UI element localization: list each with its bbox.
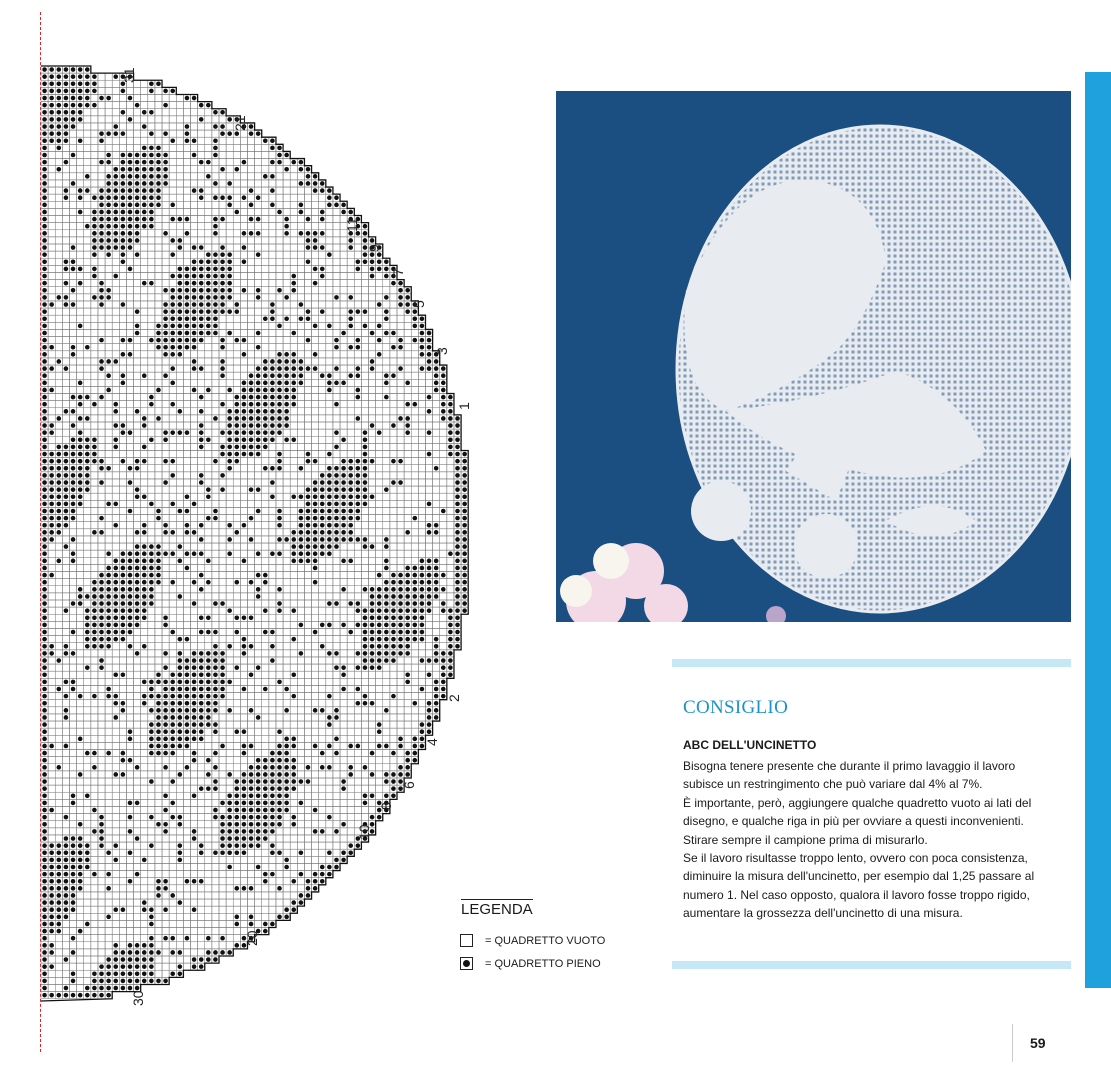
- tip-body: Bisogna tenere presente che durante il primo lavaggio il lavoro subisce un restringimento che può variare dal 4% al 7%. È importante, però, aggiungere qualche quadretto vuoto ai lati del disegno, e qualche riga in più per ovviare a questi inconvenienti. Stirare sempre il campione prima di misurarlo. Se il lavoro risultasse troppo lento, ovvero con poca consistenza, diminuire la misura dell'uncinetto, per esempio dal 1,25 passare al numero 1. Nel caso opposto, qualora il lavoro fosse troppo rigido, aumentare la grossezza dell'uncinetto di una misura.: [683, 759, 1035, 921]
- tip-title: CONSIGLIO: [683, 697, 789, 718]
- row-label-1: 1: [456, 402, 472, 410]
- tip-subtitle: ABC DELL'UNCINETTO: [683, 738, 817, 752]
- row-label-6: 6: [401, 781, 417, 789]
- legend-empty: [460, 934, 605, 947]
- row-label-20: 20: [244, 930, 260, 946]
- filet-crochet-chart: [0, 0, 480, 1085]
- row-label-31: 31: [121, 67, 137, 83]
- accent-sidebar: [1085, 72, 1111, 988]
- page-number-divider: [1012, 1024, 1013, 1062]
- row-label-3: 3: [434, 347, 450, 355]
- page-number: 59: [1030, 1035, 1046, 1051]
- doily-photo: [556, 91, 1071, 622]
- legend-full-label: = QUADRETTO PIENO: [485, 957, 601, 970]
- row-label-5: 5: [411, 300, 427, 308]
- empty-square-icon: [460, 934, 473, 947]
- full-square-icon: [460, 957, 473, 970]
- row-label-9: 9: [366, 244, 382, 252]
- legend-empty-label: = QUADRETTO VUOTO: [485, 934, 606, 947]
- row-label-21: 21: [232, 115, 248, 131]
- row-label-7: 7: [390, 268, 406, 276]
- row-label-10: 10: [356, 824, 372, 840]
- row-label-2: 2: [446, 694, 462, 702]
- row-label-8: 8: [378, 802, 394, 810]
- row-label-4: 4: [424, 738, 440, 746]
- legend-full: [460, 957, 601, 970]
- tip-bottom-rule: [672, 961, 1071, 969]
- chart-grid: [41, 66, 468, 999]
- tip-top-rule: [672, 659, 1071, 667]
- row-label-11: 11: [344, 217, 360, 232]
- legend-title: LEGENDA: [461, 901, 533, 918]
- row-label-30: 30: [130, 990, 146, 1006]
